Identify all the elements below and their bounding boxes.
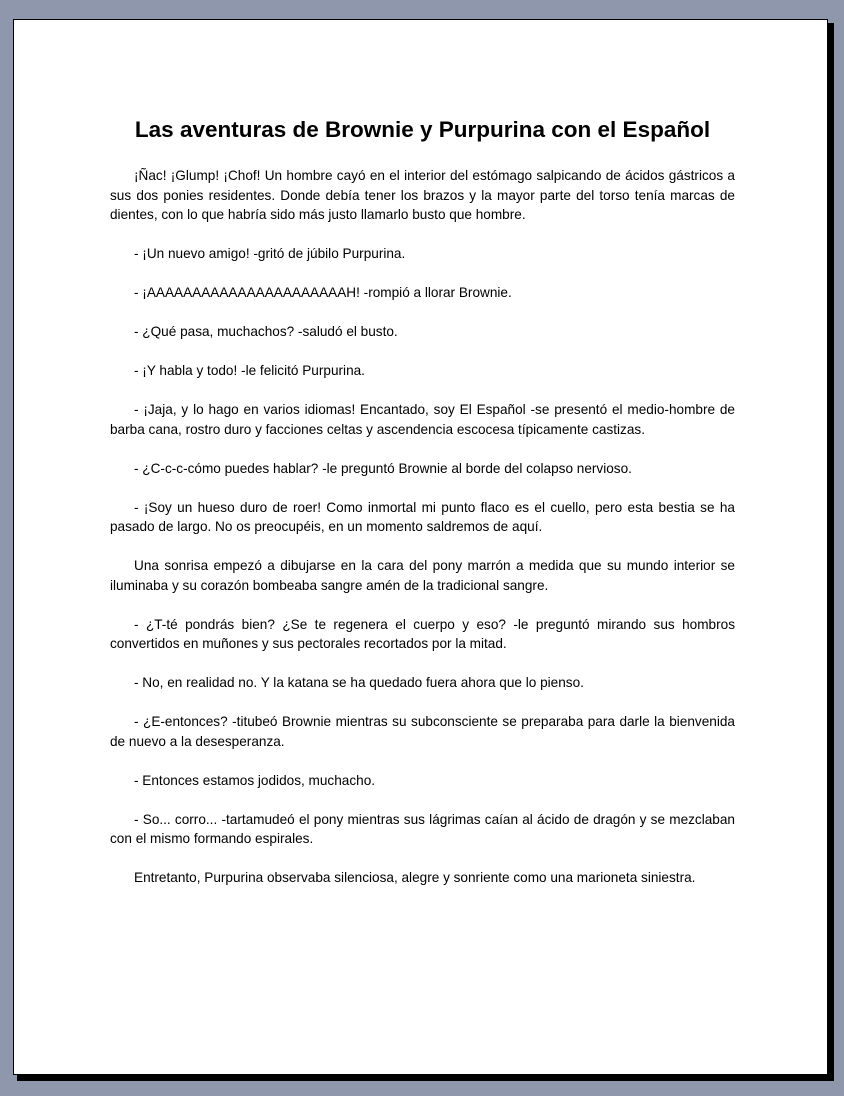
paragraph: - ¿Qué pasa, muchachos? -saludó el busto. [134, 324, 398, 339]
paragraph: Entretanto, Purpurina observaba silenciosa, alegre y sonriente como una marioneta siniestra. [134, 870, 696, 885]
document-title: Las aventuras de Brownie y Purpurina con el Español [134, 117, 711, 142]
paragraph: Una sonrisa empezó a dibujarse en la cara del pony marrón a medida que su mundo interior se iluminaba y su corazón bombeaba sangre amén de la tradicional sangre. [110, 558, 735, 593]
paragraph: - ¿T-té pondrás bien? ¿Se te regenera el cuerpo y eso? -le preguntó mirando sus hombros convertidos en muñones y sus pectorales recortados por la mitad. [110, 616, 735, 651]
paragraph: - So... corro... -tartamudeó el pony mientras sus lágrimas caían al ácido de dragón y se mezclaban con el mismo formando espirales. [110, 811, 735, 846]
paragraph: - ¡AAAAAAAAAAAAAAAAAAAAAAH! -rompió a llorar Brownie. [134, 285, 512, 300]
paragraph: - ¿C-c-c-cómo puedes hablar? -le preguntó Brownie al borde del colapso nervioso. [134, 460, 632, 476]
paragraph: ¡Ñac! ¡Glump! ¡Chof! Un hombre cayó en el interior del estómago salpicando de ácidos gástricos a sus dos ponies residentes. Donde debía tener los brazos y la mayor parte del torso tenía marcas de dientes, con lo que habría sido más justo llamarlo busto que hombre. [110, 168, 735, 222]
paragraph: - ¡Soy un hueso duro de roer! Como inmortal mi punto flaco es el cuello, pero esta bestia se ha pasado de largo. No os preocupéis, en un momento saldremos de aquí. [110, 499, 735, 534]
paragraph: - No, en realidad no. Y la katana se ha quedado fuera ahora que lo pienso. [134, 675, 584, 690]
paragraph: - Entonces estamos jodidos, muchacho. [134, 772, 376, 788]
page-content [110, 116, 735, 907]
paragraph: - ¡Un nuevo amigo! -gritó de júbilo Purpurina. [134, 246, 406, 261]
document-page [13, 19, 828, 1075]
paragraph: - ¡Y habla y todo! -le felicitó Purpurina. [134, 363, 365, 378]
paragraph: - ¿E-entonces? -titubeó Brownie mientras su subconsciente se preparaba para darle la bienvenida de nuevo a la desesperanza. [110, 714, 735, 749]
paragraph: - ¡Jaja, y lo hago en varios idiomas! Encantado, soy El Español -se presentó el medio-hombre de barba cana, rostro duro y facciones celtas y ascendencia escocesa típicamente castizas. [110, 402, 735, 437]
